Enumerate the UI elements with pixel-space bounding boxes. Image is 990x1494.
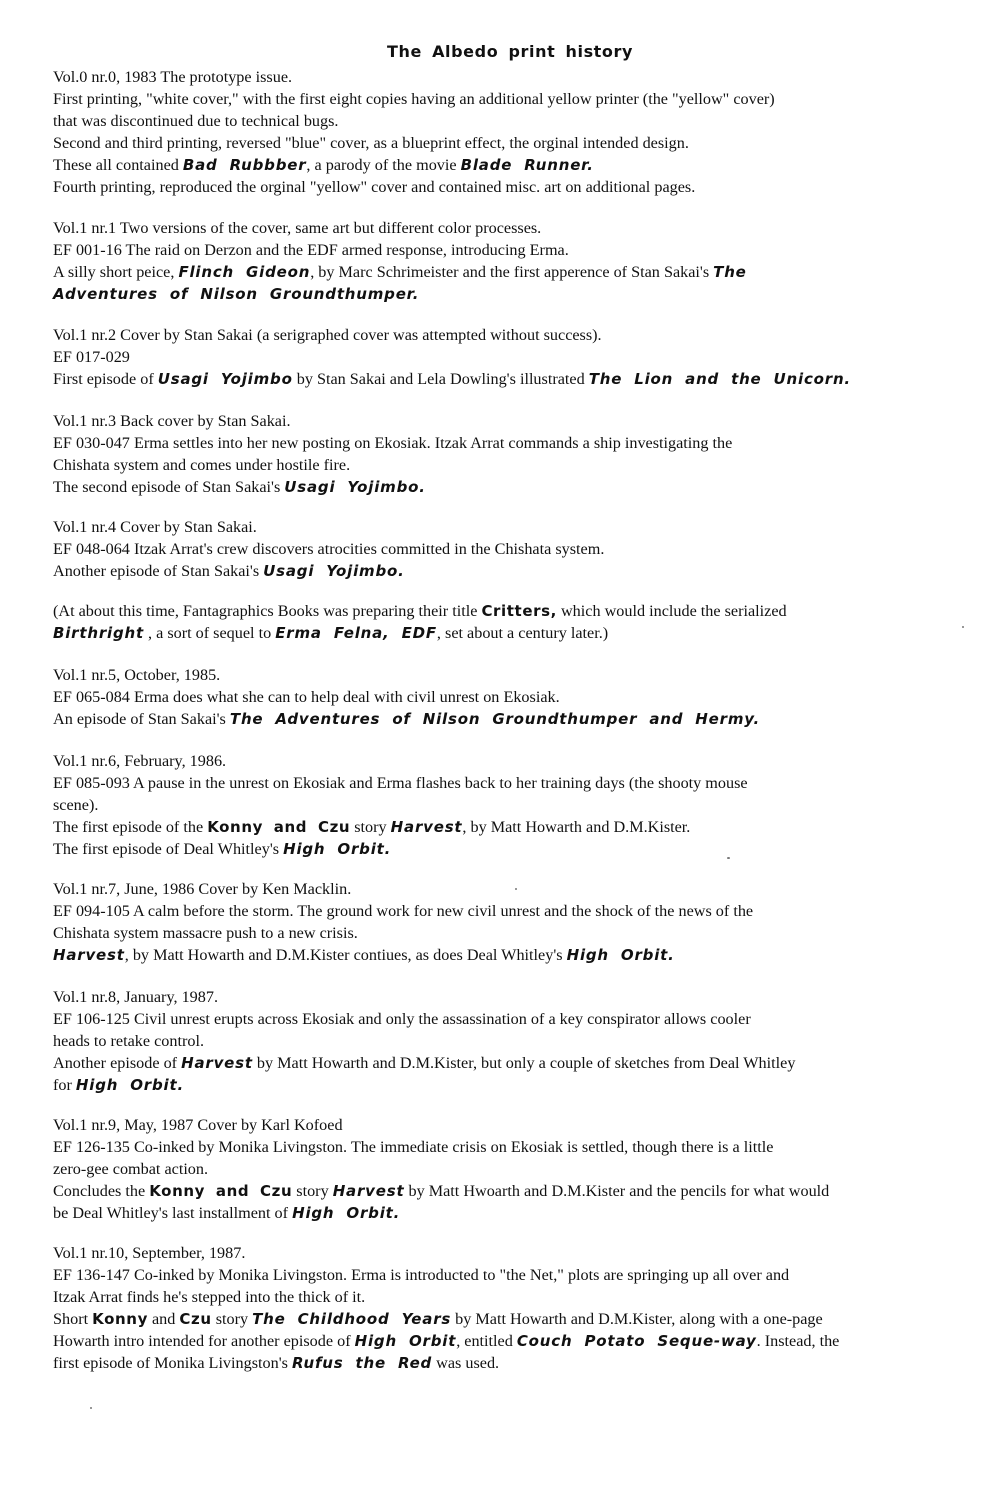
- story-name: Konny and Czu: [207, 818, 351, 836]
- text-run: First episode of: [53, 370, 158, 388]
- paragraph-line: EF 017-029: [53, 348, 130, 366]
- paragraph-line: [53, 1180, 971, 1202]
- story-title: Blade Runner.: [460, 156, 594, 174]
- paragraph-line: that was discontinued due to technical bugs.: [53, 112, 339, 130]
- paragraph-line: [53, 476, 971, 498]
- story-title: The: [713, 263, 747, 281]
- text-run: , entitled: [456, 1332, 517, 1350]
- paragraph-line: Chishata system massacre push to a new crisis.: [53, 924, 358, 942]
- scan-speck: [515, 888, 517, 890]
- entry-vol1-nr2: [53, 324, 971, 390]
- paragraph-line: Second and third printing, reversed "blue" cover, as a blueprint effect, the orginal intended design.: [53, 134, 689, 152]
- text-run: by Matt Howarth and D.M.Kister, but only a couple of sketches from Deal Whitley: [252, 1054, 796, 1072]
- text-run: by Matt Hwoarth and D.M.Kister and the pencils for what would: [404, 1182, 830, 1200]
- scan-speck: [90, 1407, 92, 1409]
- text-run: by Matt Howarth and D.M.Kister, along with a one-page: [451, 1310, 823, 1328]
- entry-vol1-nr10: [53, 1242, 971, 1374]
- story-title: High Orbit.: [566, 946, 675, 964]
- story-title: High Orbit.: [75, 1076, 184, 1094]
- text-run: , a sort of sequel to: [143, 624, 276, 642]
- paragraph-line: First printing, "white cover," with the first eight copies having an additional yellow printer (the "yellow" cover): [53, 90, 775, 108]
- text-run: The second episode of Stan Sakai's: [53, 478, 285, 496]
- entry-vol1-nr6: [53, 750, 971, 860]
- story-name: Czu: [179, 1310, 212, 1328]
- entry-vol1-nr1: [53, 217, 971, 305]
- story-title: Usagi Yojimbo.: [284, 478, 426, 496]
- paragraph-line: EF 048-064 Itzak Arrat's crew discovers atrocities committed in the Chishata system.: [53, 540, 605, 558]
- paragraph-line: [53, 816, 971, 838]
- text-run: was used.: [432, 1354, 500, 1372]
- paragraph-line: [53, 1352, 971, 1374]
- text-run: for: [53, 1076, 76, 1094]
- issue-heading: Vol.1 nr.2 Cover by Stan Sakai (a serigraphed cover was attempted without success).: [53, 326, 602, 344]
- paragraph-line: zero-gee combat action.: [53, 1160, 209, 1178]
- entry-vol0-nr0: [53, 66, 971, 198]
- paragraph-line: EF 126-135 Co-inked by Monika Livingston. The immediate crisis on Ekosiak is settled, though there is a little: [53, 1138, 774, 1156]
- page-title: The Albedo print history: [386, 42, 634, 61]
- story-title: Erma Felna, EDF: [275, 624, 437, 642]
- text-run: Another episode of: [53, 1054, 182, 1072]
- paragraph-line: EF 106-125 Civil unrest erupts across Ekosiak and only the assassination of a key conspirator allows cooler: [53, 1010, 751, 1028]
- scan-speck: [727, 857, 730, 859]
- story-title: Usagi Yojimbo: [157, 370, 293, 388]
- story-title: The Lion and the Unicorn.: [588, 370, 851, 388]
- issue-heading: Vol.1 nr.6, February, 1986.: [53, 752, 227, 770]
- text-run: . Instead, the: [756, 1332, 840, 1350]
- text-run: story: [292, 1182, 333, 1200]
- paragraph-line: EF 065-084 Erma does what she can to help deal with civil unrest on Ekosiak.: [53, 688, 560, 706]
- story-name: Konny and Czu: [149, 1182, 293, 1200]
- paragraph-line: [53, 154, 971, 176]
- story-title: Adventures of Nilson Groundthumper.: [53, 285, 420, 303]
- paragraph-line: [53, 261, 971, 283]
- paragraph-line: [53, 622, 971, 644]
- paragraph-line: EF 001-16 The raid on Derzon and the EDF armed response, introducing Erma.: [53, 241, 569, 259]
- text-run: , by Matt Howarth and D.M.Kister.: [462, 818, 691, 836]
- issue-heading: Vol.1 nr.7, June, 1986 Cover by Ken Macklin.: [53, 880, 352, 898]
- issue-heading: Vol.1 nr.10, September, 1987.: [53, 1244, 246, 1262]
- entry-vol1-nr3: [53, 410, 971, 498]
- issue-heading: Vol.1 nr.1 Two versions of the cover, same art but different color processes.: [53, 219, 542, 237]
- story-title: High Orbit.: [283, 840, 392, 858]
- story-title: The Childhood Years: [252, 1310, 452, 1328]
- issue-heading: Vol.0 nr.0, 1983 The prototype issue.: [53, 68, 293, 86]
- text-run: A silly short peice,: [53, 263, 179, 281]
- paragraph-line: Chishata system and comes under hostile fire.: [53, 456, 351, 474]
- text-run: (At about this time, Fantagraphics Books was preparing their title: [53, 602, 482, 620]
- text-run: which would include the serialized: [556, 602, 787, 620]
- paragraph-line: [53, 600, 971, 622]
- issue-heading: Vol.1 nr.9, May, 1987 Cover by Karl Kofoed: [53, 1116, 343, 1134]
- story-name: Konny: [92, 1310, 148, 1328]
- text-run: , a parody of the movie: [306, 156, 461, 174]
- paragraph-line: Fourth printing, reproduced the orginal "yellow" cover and contained misc. art on additional pages.: [53, 178, 696, 196]
- text-run: Concludes the: [53, 1182, 150, 1200]
- story-title: Harvest: [390, 818, 463, 836]
- issue-heading: Vol.1 nr.4 Cover by Stan Sakai.: [53, 518, 257, 536]
- story-title: Bad Rubbber: [182, 156, 307, 174]
- story-title: Rufus the Red: [291, 1354, 433, 1372]
- paragraph-line: [53, 708, 971, 730]
- text-run: , set about a century later.): [436, 624, 609, 642]
- paragraph-line: EF 030-047 Erma settles into her new posting on Ekosiak. Itzak Arrat commands a ship investigating the: [53, 434, 733, 452]
- scan-speck: [962, 626, 964, 628]
- story-title: High Orbit: [354, 1332, 457, 1350]
- story-title: Harvest: [181, 1054, 253, 1072]
- paragraph-line: [53, 1308, 971, 1330]
- text-run: and: [147, 1310, 180, 1328]
- entry-vol1-nr7: [53, 878, 971, 966]
- text-run: The first episode of Deal Whitley's: [53, 840, 284, 858]
- entry-critters-note: [53, 600, 971, 644]
- text-run: be Deal Whitley's last installment of: [53, 1204, 293, 1222]
- story-title: High Orbit.: [292, 1204, 401, 1222]
- text-run: , by Matt Howarth and D.M.Kister contiues, as does Deal Whitley's: [124, 946, 567, 964]
- paragraph-line: [53, 283, 971, 305]
- story-title: Harvest: [332, 1182, 405, 1200]
- text-run: Short: [53, 1310, 93, 1328]
- paragraph-line: scene).: [53, 796, 99, 814]
- text-run: These all contained: [53, 156, 183, 174]
- text-run: story: [350, 818, 391, 836]
- issue-heading: Vol.1 nr.3 Back cover by Stan Sakai.: [53, 412, 291, 430]
- paragraph-line: Itzak Arrat finds he's stepped into the thick of it.: [53, 1288, 366, 1306]
- paragraph-line: EF 094-105 A calm before the storm. The ground work for new civil unrest and the shock of the news of the: [53, 902, 754, 920]
- text-run: first episode of Monika Livingston's: [53, 1354, 292, 1372]
- paragraph-line: [53, 838, 971, 860]
- entry-vol1-nr5: [53, 664, 971, 730]
- publication-title: Critters,: [481, 602, 557, 620]
- story-title: Couch Potato Seque-way: [516, 1332, 757, 1350]
- story-title: Harvest: [53, 946, 125, 964]
- text-run: , by Marc Schrimeister and the first apperence of Stan Sakai's: [310, 263, 714, 281]
- story-title: Birthright: [53, 624, 144, 642]
- text-run: Another episode of Stan Sakai's: [53, 562, 264, 580]
- text-run: The first episode of the: [53, 818, 208, 836]
- text-run: story: [211, 1310, 253, 1328]
- story-title: Usagi Yojimbo.: [263, 562, 405, 580]
- paragraph-line: EF 136-147 Co-inked by Monika Livingston. Erma is introducted to "the Net," plots are springing up all over and: [53, 1266, 790, 1284]
- story-title: The Adventures of Nilson Groundthumper and Hermy.: [229, 710, 760, 728]
- paragraph-line: heads to retake control.: [53, 1032, 205, 1050]
- paragraph-line: [53, 1202, 971, 1224]
- paragraph-line: [53, 944, 971, 966]
- paragraph-line: [53, 1330, 971, 1352]
- entry-vol1-nr9: [53, 1114, 971, 1224]
- paragraph-line: EF 085-093 A pause in the unrest on Ekosiak and Erma flashes back to her training days (the shooty mouse: [53, 774, 748, 792]
- story-title: Flinch Gideon: [178, 263, 311, 281]
- entry-vol1-nr4: [53, 516, 971, 582]
- issue-heading: Vol.1 nr.5, October, 1985.: [53, 666, 221, 684]
- paragraph-line: [53, 560, 971, 582]
- text-run: An episode of Stan Sakai's: [53, 710, 230, 728]
- text-run: Howarth intro intended for another episode of: [53, 1332, 355, 1350]
- paragraph-line: [53, 1052, 971, 1074]
- issue-heading: Vol.1 nr.8, January, 1987.: [53, 988, 219, 1006]
- text-run: by Stan Sakai and Lela Dowling's illustrated: [292, 370, 589, 388]
- paragraph-line: [53, 368, 971, 390]
- paragraph-line: [53, 1074, 971, 1096]
- entry-vol1-nr8: [53, 986, 971, 1096]
